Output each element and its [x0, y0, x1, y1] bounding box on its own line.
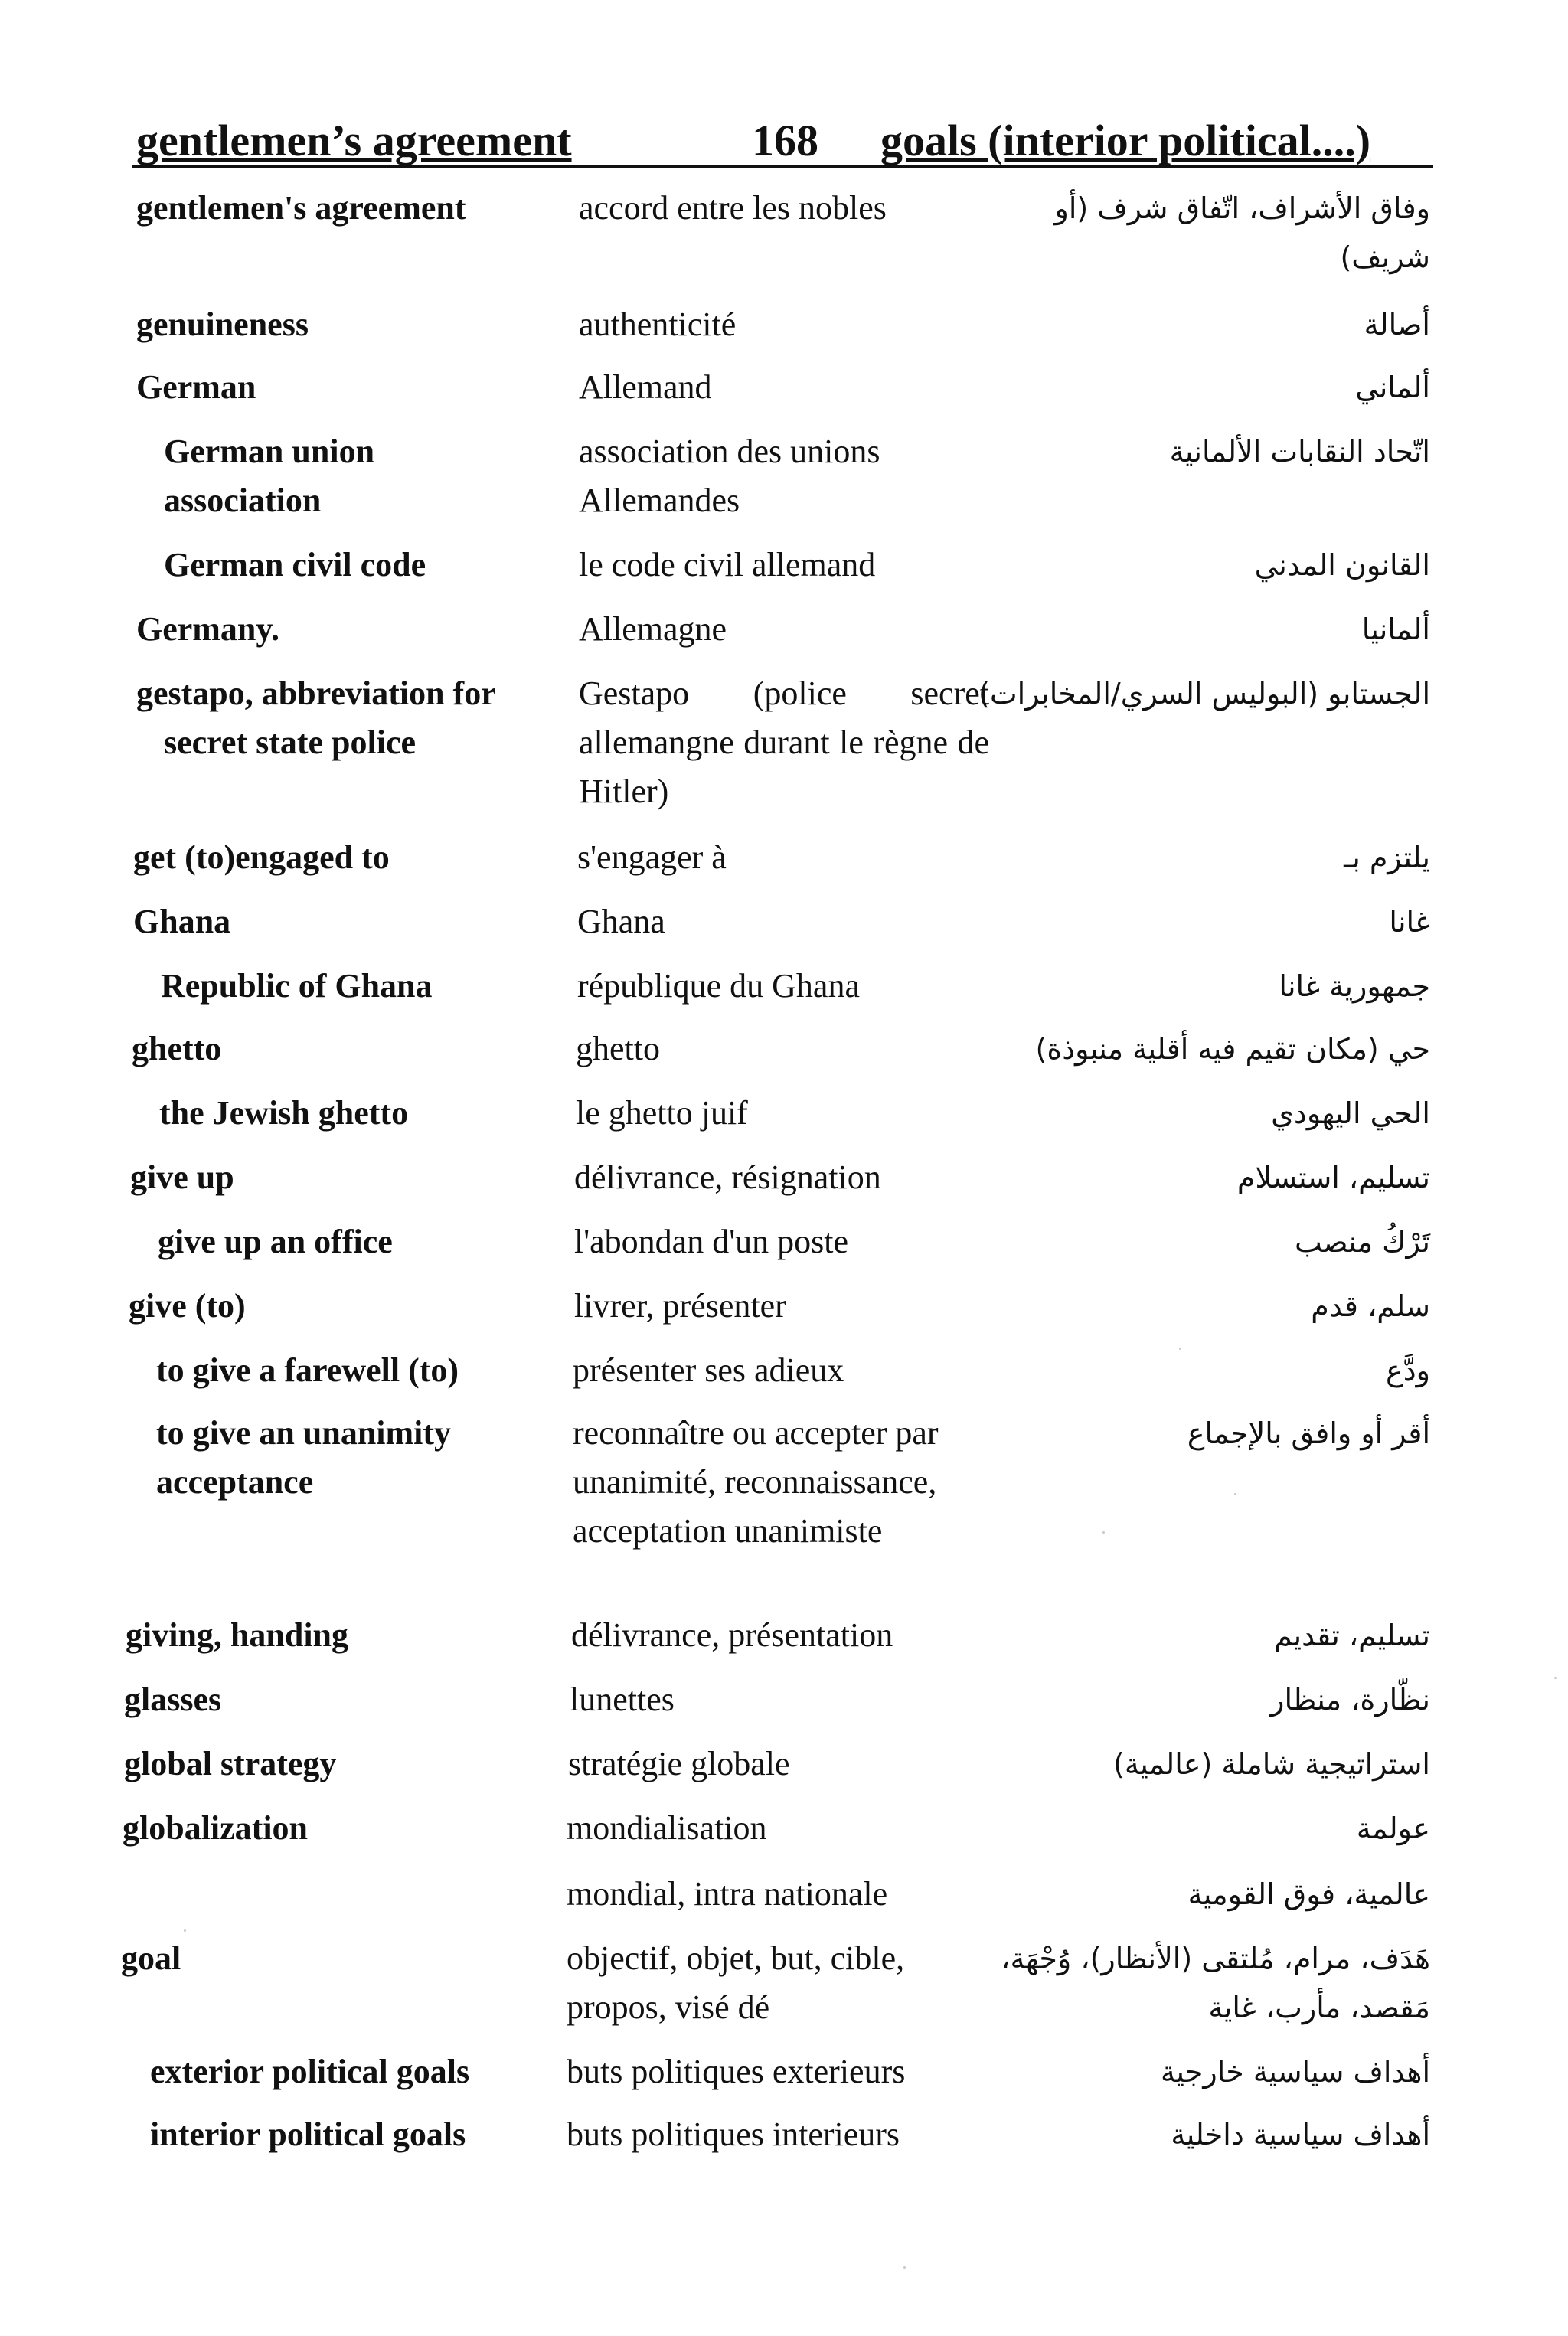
arabic-term: ودَّع — [1386, 1354, 1430, 1387]
arabic-term: الحي اليهودي — [1271, 1096, 1430, 1130]
french-term: objectif, objet, but, cible, propos, visé dé — [567, 1939, 905, 2026]
arabic-term: أقر أو وافق بالإجماع — [1187, 1416, 1430, 1450]
header-right-guide-word: goals (interior political....) — [880, 116, 1371, 165]
french-term: s'engager à — [577, 838, 727, 876]
arabic-term: تسليم، تقديم — [1274, 1619, 1430, 1652]
french-term: mondialisation — [567, 1809, 767, 1847]
arabic-term: أصالة — [1364, 308, 1430, 341]
french-term: buts politiques interieurs — [567, 2115, 900, 2153]
scan-speck — [184, 1929, 186, 1932]
french-term: ghetto — [576, 1030, 660, 1067]
french-term: l'abondan d'un poste — [574, 1223, 849, 1260]
english-term: Republic of Ghana — [161, 967, 433, 1005]
french-term: lunettes — [570, 1681, 675, 1718]
english-term: interior political goals — [150, 2115, 466, 2153]
english-term: German civil code — [164, 546, 426, 583]
arabic-term: نظّارة، منظار — [1270, 1683, 1430, 1717]
english-term: German union association — [164, 433, 375, 519]
french-term: le ghetto juif — [576, 1094, 748, 1132]
french-term: république du Ghana — [577, 967, 860, 1005]
english-term: giving, handing — [126, 1616, 349, 1654]
english-term: to give a farewell (to) — [156, 1351, 459, 1389]
page-number: 168 — [752, 116, 818, 165]
arabic-term: استراتيجية شاملة (عالمية) — [1113, 1747, 1430, 1781]
scan-speck — [903, 2266, 906, 2269]
french-term: reconnaître ou accepter par unanimité, reconnaissance, acceptation unanimiste — [573, 1414, 939, 1550]
running-header — [132, 115, 1433, 168]
arabic-term: عالمية، فوق القومية — [1187, 1877, 1430, 1911]
french-term: buts politiques exterieurs — [567, 2053, 906, 2090]
arabic-term: أهداف سياسية خارجية — [1161, 2055, 1430, 2089]
arabic-term: تَرْكُ منصب — [1294, 1225, 1430, 1259]
arabic-term: غانا — [1389, 905, 1430, 939]
arabic-term: ألماني — [1355, 371, 1430, 404]
arabic-term: القانون المدني — [1254, 548, 1430, 582]
english-term: goal — [121, 1939, 181, 1977]
arabic-term: جمهورية غانا — [1279, 969, 1430, 1003]
header-left-guide-word: gentlemen’s agreement — [136, 116, 572, 165]
french-term: Allemand — [579, 368, 712, 406]
scan-speck — [1554, 1677, 1557, 1679]
arabic-term: عولمة — [1356, 1812, 1430, 1845]
english-term: the Jewish ghetto — [159, 1094, 409, 1132]
french-term: délivrance, résignation — [574, 1158, 881, 1196]
english-term: Ghana — [133, 903, 231, 940]
arabic-term: وفاق الأشراف، اتّفاق شرف (أو شريف) — [1054, 191, 1430, 274]
french-term: stratégie globale — [568, 1745, 790, 1782]
english-term: give up — [130, 1158, 234, 1196]
english-term: global strategy — [124, 1745, 337, 1782]
arabic-term: يلتزم بـ — [1344, 841, 1430, 874]
english-term: gentlemen's agreement — [136, 189, 466, 227]
scan-speck — [1179, 1348, 1181, 1350]
english-term: give up an office — [158, 1223, 393, 1260]
scan-speck — [1102, 1531, 1105, 1534]
french-term: livrer, présenter — [574, 1287, 786, 1325]
arabic-term: تسليم، استسلام — [1236, 1161, 1430, 1194]
arabic-term: اتّحاد النقابات الألمانية — [1169, 435, 1430, 469]
english-term: exterior political goals — [150, 2053, 470, 2090]
header-rule — [132, 165, 1433, 168]
english-term: give (to) — [129, 1287, 246, 1325]
english-term: gestapo, abbreviation for secret state police — [136, 675, 495, 761]
french-term: présenter ses adieux — [573, 1351, 844, 1389]
english-term: get (to)engaged to — [133, 838, 390, 876]
english-term: German — [136, 368, 256, 406]
french-term: Gestapo (police secret allemangne durant le règne de Hitler) — [579, 675, 989, 810]
arabic-term: الجستابو (البوليس السري/المخابرات) — [978, 677, 1430, 711]
arabic-term: ألمانيا — [1361, 613, 1430, 646]
french-term: Ghana — [577, 903, 665, 940]
french-term: le code civil allemand — [579, 546, 876, 583]
english-term: genuineness — [136, 305, 309, 343]
french-term: accord entre les nobles — [579, 189, 887, 227]
arabic-term: أهداف سياسية داخلية — [1171, 2118, 1430, 2151]
french-term: association des unions Allemandes — [579, 433, 880, 519]
arabic-term: حي (مكان تقيم فيه أقلية منبوذة) — [1035, 1032, 1430, 1066]
english-term: Germany. — [136, 610, 279, 648]
english-term: to give an unanimity acceptance — [156, 1414, 452, 1501]
english-term: ghetto — [132, 1030, 222, 1067]
scan-speck — [1234, 1493, 1236, 1495]
french-term: Allemagne — [579, 610, 727, 648]
english-term: globalization — [122, 1809, 309, 1847]
arabic-term: هَدَف، مرام، مُلتقى (الأنظار)، وُجْهَة، مَقصد، مأرب، غاية — [1001, 1942, 1430, 2024]
french-term: délivrance, présentation — [571, 1616, 893, 1654]
english-term: glasses — [124, 1681, 222, 1718]
french-term: authenticité — [579, 305, 737, 343]
french-term: mondial, intra nationale — [567, 1875, 888, 1913]
arabic-term: سلم، قدم — [1311, 1289, 1430, 1323]
